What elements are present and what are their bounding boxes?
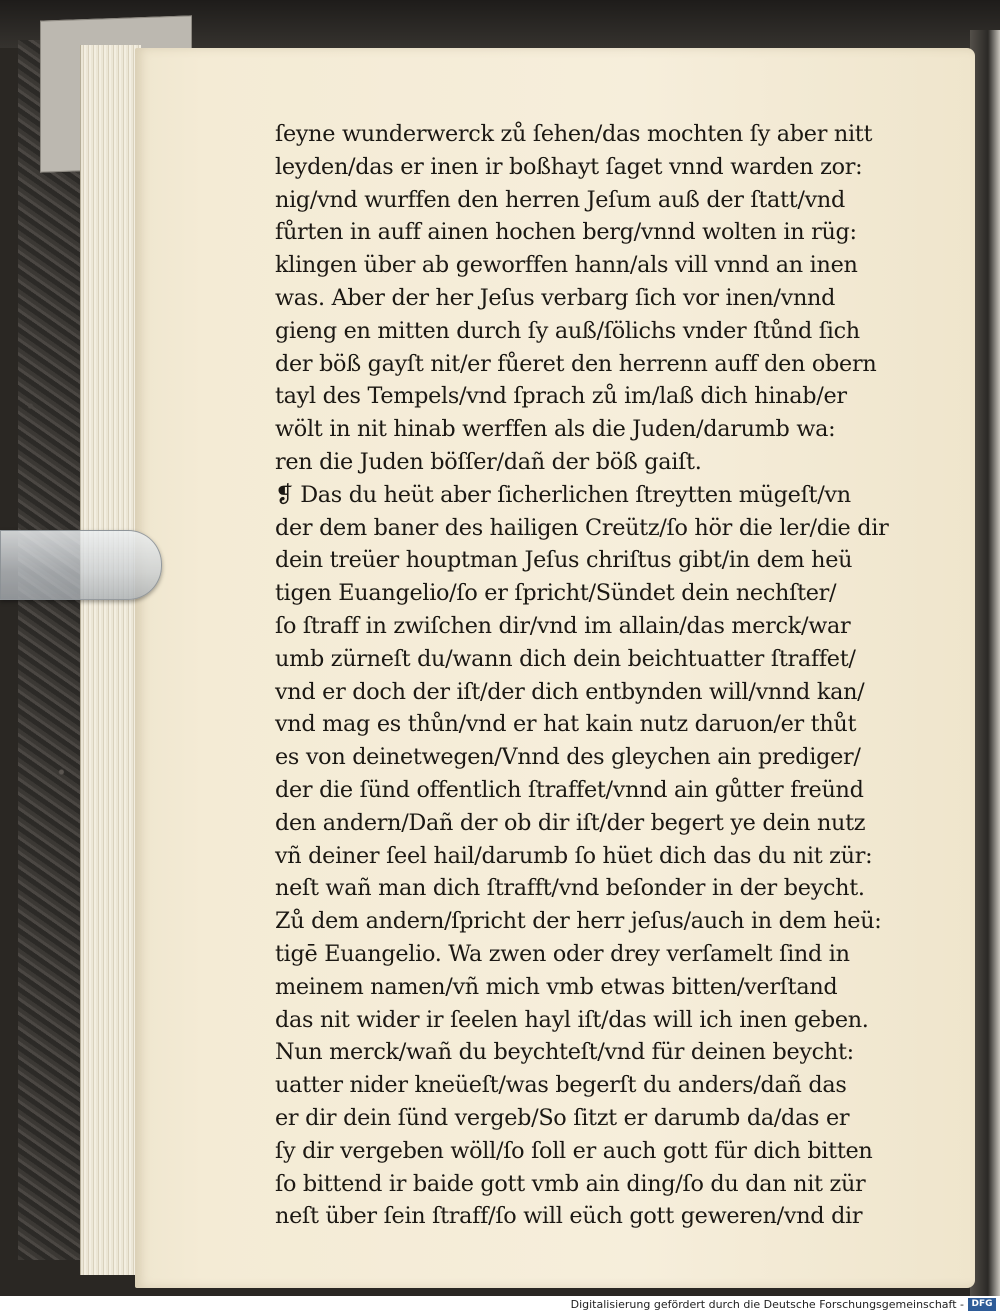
glass-weight bbox=[0, 530, 162, 600]
text-line: den andern/Dañ der ob dir iſt/der begert ye dein nutz bbox=[275, 809, 866, 836]
text-line: tigen Euangelio/ſo er ſpricht/Sündet dein nechſter/ bbox=[275, 580, 837, 607]
text-line: neſt über ſein ſtraff/ſo will eüch gott geweren/vnd dir bbox=[275, 1203, 863, 1230]
text-line: klingen über ab geworffen hann/als vill vnnd an inen bbox=[275, 252, 858, 279]
text-line: Nun merck/wañ du beychteſt/vnd für deinen beycht: bbox=[275, 1039, 854, 1066]
text-line: ſo bittend ir baide gott vmb ain ding/ſo du dan nit zür bbox=[275, 1170, 866, 1197]
text-line: meinem namen/vñ mich vmb etwas bitten/verſtand bbox=[275, 973, 838, 1000]
dfg-logo-icon: DFG bbox=[968, 1298, 996, 1311]
text-line: tayl des Tempels/vnd ſprach zů im/laß dich hinab/er bbox=[275, 383, 847, 410]
text-line: der dem baner des hailigen Creütz/ſo hör die ler/die dir bbox=[275, 514, 889, 541]
text-line: das nit wider ir ſeelen hayl iſt/das will ich inen geben. bbox=[275, 1006, 869, 1033]
text-line: was. Aber der her Jeſus verbarg ſich vor inen/vnnd bbox=[275, 284, 836, 311]
text-line: ſy dir vergeben wöll/ſo ſoll er auch gott für dich bitten bbox=[275, 1137, 873, 1164]
text-line: der die ſünd offentlich ſtraffet/vnnd ain gůtter freünd bbox=[275, 776, 864, 803]
text-line: dein treüer houptman Jeſus chriſtus gibt/in dem heü bbox=[275, 547, 853, 574]
text-line: ſo ſtraff in zwiſchen dir/vnd im allain/das merck/war bbox=[275, 612, 851, 639]
text-line: gieng en mitten durch ſy auß/ſölichs vnder ſtůnd ſich bbox=[275, 317, 860, 344]
text-line: Zů dem andern/ſpricht der herr jeſus/auch in dem heü: bbox=[275, 908, 882, 935]
text-line: uatter nider kneüeſt/was begerſt du anders/dañ das bbox=[275, 1072, 847, 1099]
text-line: vñ deiner ſeel hail/darumb ſo hüet dich das du nit zür: bbox=[275, 842, 873, 869]
text-line: neſt wañ man dich ſtrafft/vnd beſonder in der beycht. bbox=[275, 875, 865, 902]
text-line: der böß gayſt nit/er fůeret den herrenn auff den obern bbox=[275, 350, 877, 377]
marbled-cover-left bbox=[18, 40, 82, 1260]
text-line: vnd mag es thůn/vnd er hat kain nutz daruon/er thůt bbox=[275, 711, 857, 738]
text-line: nig/vnd wurffen den herren Jeſum auß der ſtatt/vnd bbox=[275, 186, 845, 213]
text-line: fůrten in auff ainen hochen berg/vnnd wolten in rüg: bbox=[275, 219, 857, 246]
page-text-block bbox=[275, 118, 905, 1233]
text-line: er dir dein ſünd vergeb/So ſitzt er darumb da/das er bbox=[275, 1104, 850, 1131]
text-line: leyden/das er inen ir boßhayt ſaget vnnd warden zor: bbox=[275, 153, 863, 180]
text-line: ren die Juden böſſer/dañ der böß gaiſt. bbox=[275, 448, 702, 475]
stacked-page-edges bbox=[80, 45, 141, 1275]
text-line: es von deinetwegen/Vnnd des gleychen ain prediger/ bbox=[275, 744, 861, 771]
text-line: ❡ Das du heüt aber ſicherlichen ſtreytten mügeſt/vn bbox=[275, 481, 851, 508]
text-line: umb zürneſt du/wann dich dein beichtuatter ſtraffet/ bbox=[275, 645, 856, 672]
text-line: ſeyne wunderwerck zů ſehen/das mochten ſy aber nitt bbox=[275, 121, 873, 147]
text-line: tigē Euangelio. Wa zwen oder drey verſamelt ſind in bbox=[275, 940, 850, 967]
text-line: vnd er doch der iſt/der dich entbynden will/vnnd kan/ bbox=[275, 678, 865, 705]
text-line: wölt in nit hinab werffen als die Juden/darumb wa: bbox=[275, 416, 836, 443]
funding-caption: Digitalisierung gefördert durch die Deutsche Forschungsgemeinschaft - bbox=[570, 1298, 964, 1311]
